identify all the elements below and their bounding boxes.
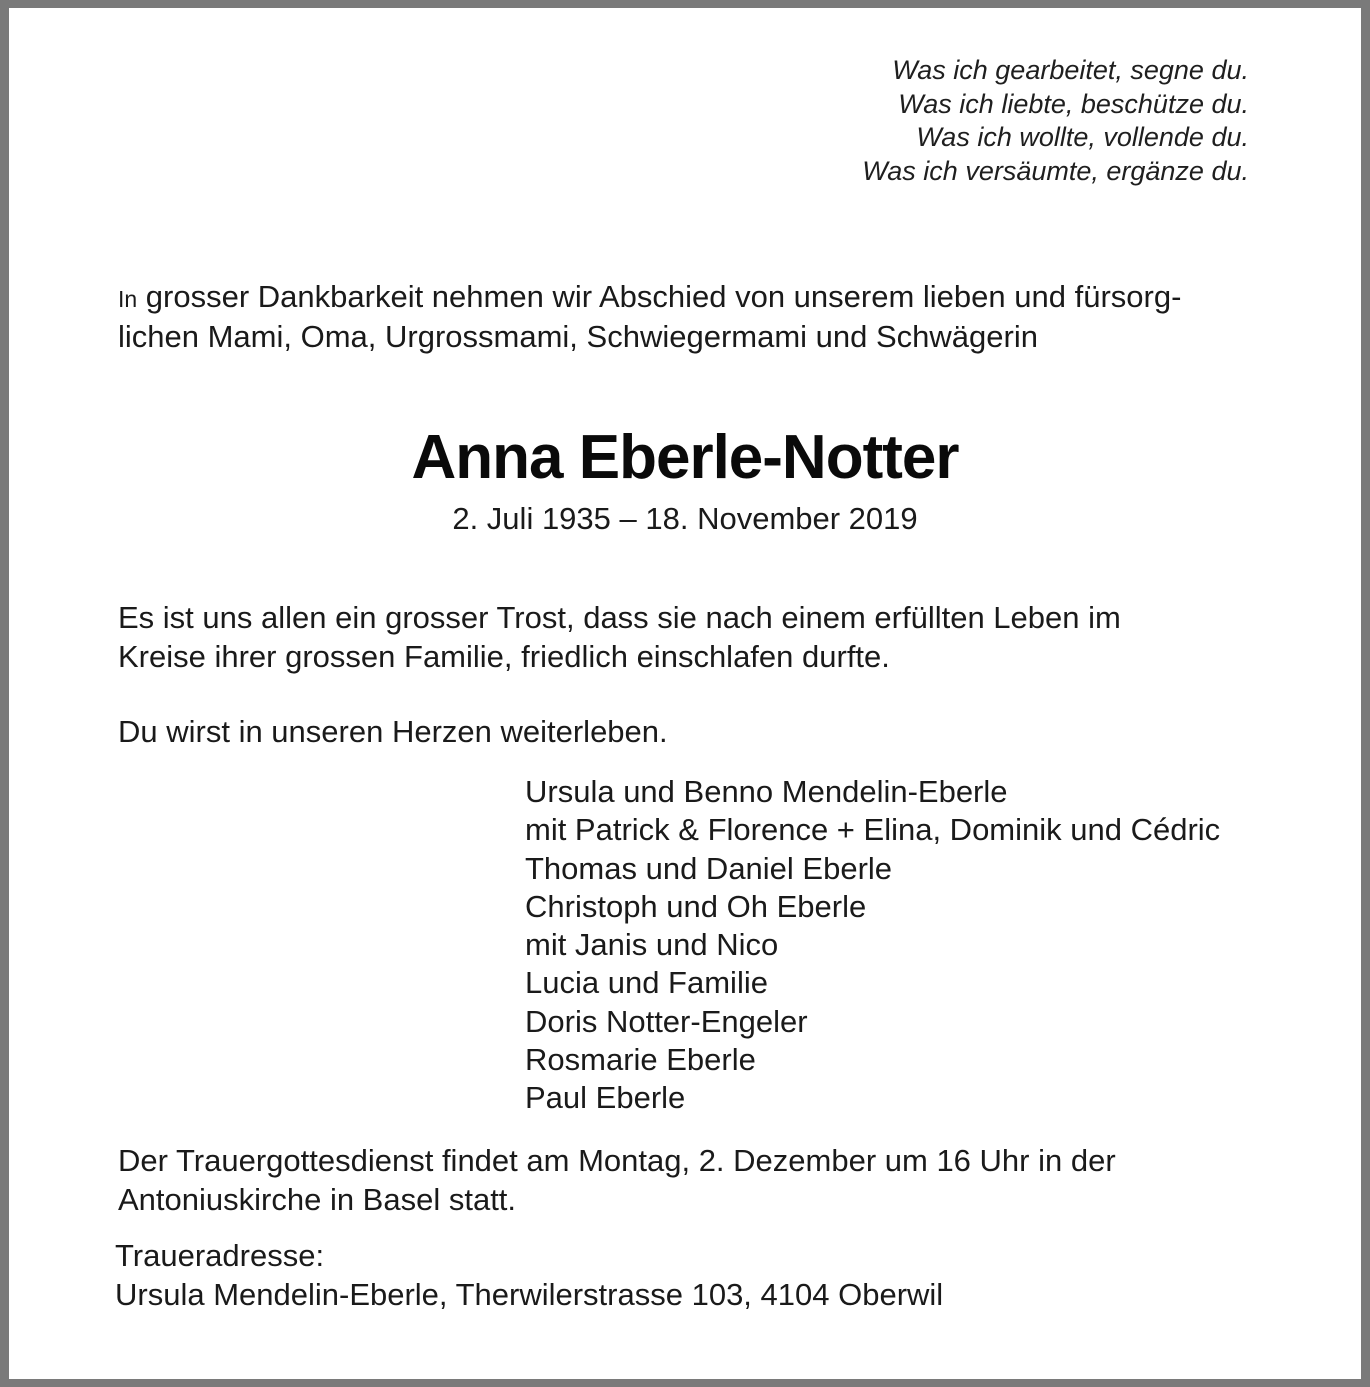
family-line: Ursula und Benno Mendelin-Eberle bbox=[525, 774, 1008, 809]
intro-line-1 bbox=[118, 278, 1181, 318]
poem-line: Was ich wollte, vollende du. bbox=[916, 122, 1249, 152]
family-line: mit Patrick & Florence + Elina, Dominik und Cédric bbox=[525, 812, 1221, 848]
family-line: Paul Eberle bbox=[525, 1080, 686, 1116]
service-line: Der Trauergottesdienst findet am Montag, 2. Dezember um 16 Uhr in der bbox=[118, 1143, 1116, 1178]
family-line: Rosmarie Eberle bbox=[525, 1042, 756, 1078]
family-list bbox=[525, 773, 1220, 1118]
address-value: Ursula Mendelin-Eberle, Therwilerstrasse 103, 4104 Oberwil bbox=[115, 1276, 944, 1312]
address-label: Traueradresse: bbox=[115, 1238, 325, 1273]
consolation-line: Es ist uns allen ein grosser Trost, dass sie nach einem erfüllten Leben im bbox=[118, 600, 1121, 635]
poem-line: Was ich versäumte, ergänze du. bbox=[862, 155, 1249, 186]
intro-line-2: lichen Mami, Oma, Urgrossmami, Schwiegermami und Schwägerin bbox=[118, 319, 1038, 354]
obituary-notice bbox=[9, 8, 1361, 1379]
farewell-text: Du wirst in unseren Herzen weiterleben. bbox=[118, 714, 668, 749]
family-line: Doris Notter-Engeler bbox=[525, 1003, 808, 1039]
intro-line-1-rest: grosser Dankbarkeit nehmen wir Abschied von unserem lieben und fürsorg- bbox=[137, 279, 1182, 314]
family-line: mit Janis und Nico bbox=[525, 927, 779, 963]
intro-text bbox=[118, 278, 1181, 356]
family-line: Thomas und Daniel Eberle bbox=[525, 850, 893, 886]
family-line: Christoph und Oh Eberle bbox=[525, 888, 867, 924]
service-info bbox=[118, 1142, 1116, 1219]
family-line: Lucia und Familie bbox=[525, 965, 768, 1001]
life-dates: 2. Juli 1935 – 18. November 2019 bbox=[452, 501, 918, 536]
service-line: Antoniuskirche in Basel statt. bbox=[118, 1181, 517, 1217]
poem-line: Was ich gearbeitet, segne du. bbox=[892, 55, 1249, 85]
mourning-address bbox=[115, 1237, 943, 1314]
consolation-line: Kreise ihrer grossen Familie, friedlich einschlafen durfte. bbox=[118, 638, 890, 674]
poem-verse bbox=[862, 54, 1249, 188]
deceased-name: Anna Eberle-Notter bbox=[411, 423, 959, 492]
consolation-text bbox=[118, 599, 1121, 676]
poem-line: Was ich liebte, beschütze du. bbox=[898, 88, 1249, 119]
intro-first-word: In bbox=[118, 286, 138, 312]
